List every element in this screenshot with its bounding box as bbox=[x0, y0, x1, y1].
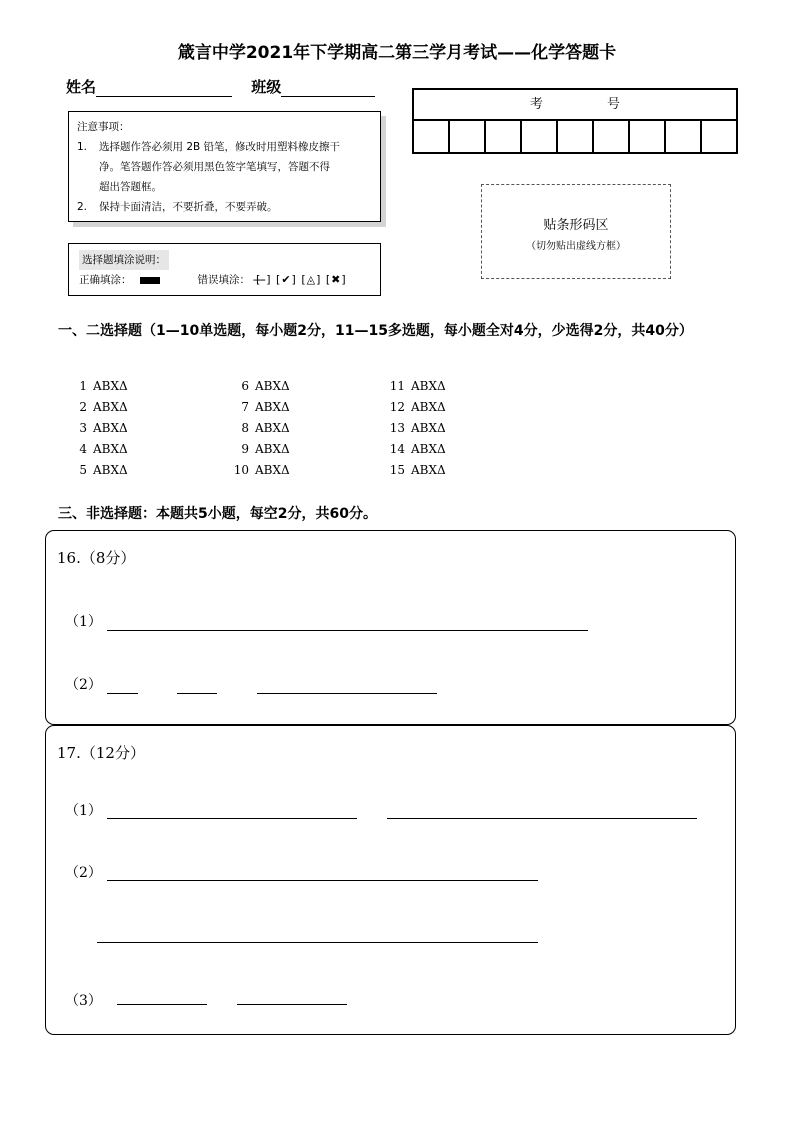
choice-item[interactable] bbox=[222, 439, 290, 460]
choice-item[interactable] bbox=[378, 376, 446, 397]
choice-options[interactable]: ABXΔ bbox=[255, 442, 290, 456]
question-16-title: 16.（8分） bbox=[57, 549, 136, 567]
choice-number: 5 bbox=[79, 463, 87, 477]
choice-options[interactable]: ABXΔ bbox=[93, 463, 128, 477]
choice-options[interactable]: ABXΔ bbox=[93, 421, 128, 435]
exam-number-cell[interactable] bbox=[630, 121, 666, 152]
section3-heading: 三、非选择题：本题共5小题，每空2分，共60分。 bbox=[58, 506, 377, 522]
choice-item[interactable] bbox=[60, 376, 128, 397]
choice-number: 4 bbox=[79, 442, 87, 456]
barcode-area bbox=[481, 184, 671, 279]
exam-number-grid bbox=[412, 88, 738, 154]
notice-line: 净。笔答题作答必须用黑色签字笔填写，答题不得 bbox=[99, 161, 330, 173]
choice-item[interactable] bbox=[222, 460, 290, 481]
choice-number: 14 bbox=[389, 442, 405, 456]
choice-options[interactable]: ABXΔ bbox=[93, 379, 128, 393]
q16-sub1-label: （1） bbox=[65, 614, 102, 630]
choice-options[interactable]: ABXΔ bbox=[255, 463, 290, 477]
choice-number: 11 bbox=[389, 379, 405, 393]
class-label: 班级 bbox=[251, 78, 282, 96]
choice-item[interactable] bbox=[378, 439, 446, 460]
choice-item[interactable] bbox=[222, 397, 290, 418]
question-17-title: 17.（12分） bbox=[57, 744, 145, 762]
page-title: 箴言中学2021年下学期高二第三学月考试——化学答题卡 bbox=[177, 43, 617, 63]
notice-heading: 注意事项： bbox=[77, 121, 130, 133]
exam-number-cell[interactable] bbox=[486, 121, 522, 152]
barcode-label: 贴条形码区 bbox=[543, 218, 609, 233]
q17-sub3-blank-a[interactable] bbox=[117, 1004, 207, 1005]
exam-number-cell[interactable] bbox=[594, 121, 630, 152]
choice-number: 1 bbox=[79, 379, 87, 393]
q17-sub1-blank-b[interactable] bbox=[387, 818, 697, 819]
exam-number-cell[interactable] bbox=[450, 121, 486, 152]
notice-item bbox=[77, 137, 372, 197]
choice-item[interactable] bbox=[60, 460, 128, 481]
q17-sub2-blank-b[interactable] bbox=[97, 942, 538, 943]
correct-fill-label: 正确填涂： bbox=[79, 274, 132, 286]
class-field[interactable] bbox=[281, 80, 375, 97]
choice-number: 7 bbox=[241, 400, 249, 414]
notice-item-num: 1. bbox=[77, 141, 88, 153]
student-info-row bbox=[66, 76, 375, 97]
q16-sub2-blank-a[interactable] bbox=[107, 693, 138, 694]
fill-instructions-box bbox=[68, 243, 381, 296]
choice-number: 9 bbox=[241, 442, 249, 456]
choice-item[interactable] bbox=[60, 418, 128, 439]
q16-sub2-label: （2） bbox=[65, 677, 102, 693]
exam-number-cell[interactable] bbox=[522, 121, 558, 152]
choice-item[interactable] bbox=[60, 397, 128, 418]
section1-heading: 一、二选择题（1—10单选题，每小题2分，11—15多选题，每小题全对4分，少选得2分，共40分） bbox=[58, 323, 693, 339]
notice-line: 保持卡面清洁，不要折叠，不要弄破。 bbox=[99, 201, 278, 213]
exam-number-cell[interactable] bbox=[414, 121, 450, 152]
barcode-note: （切勿贴出虚线方框） bbox=[526, 241, 626, 252]
choice-item[interactable] bbox=[60, 439, 128, 460]
choice-options[interactable]: ABXΔ bbox=[255, 379, 290, 393]
q17-sub2-label: （2） bbox=[65, 865, 102, 881]
choice-options[interactable]: ABXΔ bbox=[411, 379, 446, 393]
choice-item[interactable] bbox=[378, 418, 446, 439]
wrong-fill-marks-icon: [̶-̶] [✔] [◬] [✖] bbox=[256, 273, 347, 286]
exam-number-cell[interactable] bbox=[558, 121, 594, 152]
question-16-box bbox=[45, 530, 736, 725]
choice-number: 3 bbox=[79, 421, 87, 435]
q16-sub2-blank-c[interactable] bbox=[257, 693, 437, 694]
choice-number: 2 bbox=[79, 400, 87, 414]
q17-sub3-label: （3） bbox=[65, 993, 102, 1009]
choice-item[interactable] bbox=[222, 418, 290, 439]
choice-number: 6 bbox=[241, 379, 249, 393]
exam-number-cells bbox=[414, 121, 736, 152]
choice-options[interactable]: ABXΔ bbox=[411, 442, 446, 456]
fill-instructions-heading: 选择题填涂说明： bbox=[79, 250, 169, 270]
choice-number: 13 bbox=[389, 421, 405, 435]
choice-options[interactable]: ABXΔ bbox=[411, 421, 446, 435]
name-field[interactable] bbox=[96, 80, 232, 97]
choice-options[interactable]: ABXΔ bbox=[411, 463, 446, 477]
wrong-fill-label: 错误填涂： bbox=[197, 274, 250, 286]
q17-sub1-label: （1） bbox=[65, 803, 102, 819]
choice-number: 10 bbox=[233, 463, 249, 477]
notice-line: 选择题作答必须用 2B 铅笔，修改时用塑料橡皮擦干 bbox=[99, 141, 341, 153]
choice-item[interactable] bbox=[222, 376, 290, 397]
choice-options[interactable]: ABXΔ bbox=[93, 400, 128, 414]
choice-number: 12 bbox=[389, 400, 405, 414]
choice-options[interactable]: ABXΔ bbox=[411, 400, 446, 414]
notice-box bbox=[68, 111, 381, 222]
exam-number-cell[interactable] bbox=[702, 121, 736, 152]
exam-number-label: 考 号 bbox=[414, 90, 736, 121]
q17-sub2-blank-a[interactable] bbox=[107, 880, 538, 881]
choice-number: 15 bbox=[389, 463, 405, 477]
choice-number: 8 bbox=[241, 421, 249, 435]
choice-item[interactable] bbox=[378, 460, 446, 481]
notice-line: 超出答题框。 bbox=[99, 181, 162, 193]
q17-sub1-blank-a[interactable] bbox=[107, 818, 357, 819]
q16-sub2-blank-b[interactable] bbox=[177, 693, 217, 694]
exam-number-cell[interactable] bbox=[666, 121, 702, 152]
name-label: 姓名 bbox=[66, 78, 97, 96]
choice-options[interactable]: ABXΔ bbox=[255, 400, 290, 414]
choice-item[interactable] bbox=[378, 397, 446, 418]
choice-options[interactable]: ABXΔ bbox=[93, 442, 128, 456]
notice-item-num: 2. bbox=[77, 201, 88, 213]
q16-sub1-blank[interactable] bbox=[107, 630, 588, 631]
question-17-box bbox=[45, 725, 736, 1035]
choice-options[interactable]: ABXΔ bbox=[255, 421, 290, 435]
correct-fill-mark-icon bbox=[140, 277, 160, 284]
q17-sub3-blank-b[interactable] bbox=[237, 1004, 347, 1005]
notice-item bbox=[77, 197, 372, 217]
